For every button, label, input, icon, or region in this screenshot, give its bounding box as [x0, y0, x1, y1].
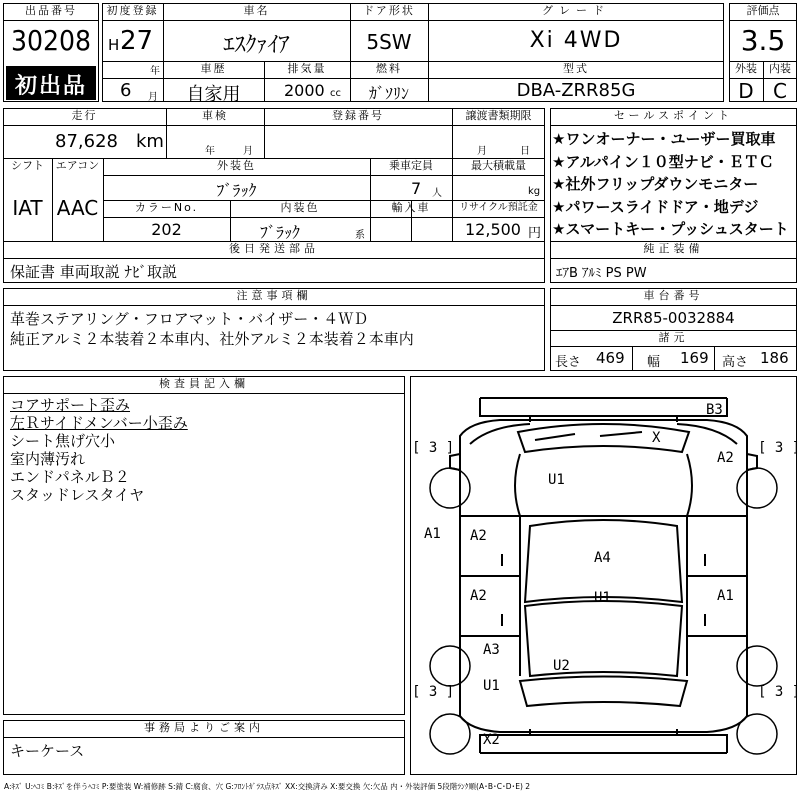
ext-color-value: ﾌﾞﾗｯｸ [216, 181, 257, 200]
score-label: 評価点 [746, 4, 780, 17]
mark-a4-roof: A4 [594, 550, 611, 566]
grade-value: Xi 4WD [529, 28, 623, 53]
tire-mark-rear-left: [ 3 ] [412, 684, 455, 700]
inspection-year-unit: 年 [205, 146, 215, 157]
standard-equipment-value: ｴｱB ｱﾙﾐ PS PW [556, 266, 647, 281]
notes-lines [10, 309, 414, 349]
mark-a1-left-fender: A1 [424, 526, 441, 542]
notes-line: 革巻ステアリング・フロアマット・バイザー・４ＷＤ [10, 310, 369, 328]
transfer-label: 譲渡書類期限 [465, 109, 532, 122]
inspector-label: 検査員記入欄 [159, 377, 249, 390]
shift-value: IAT [12, 196, 43, 220]
displacement-label: 排気量 [287, 62, 327, 75]
chassis-label: 車台番号 [643, 289, 704, 302]
transfer-day-unit: 日 [520, 146, 530, 157]
ext-color-label: 外装色 [217, 159, 256, 172]
type-label: 型式 [563, 62, 589, 75]
sales-point-item: ★パワースライドドア・地デジ [552, 197, 759, 216]
sales-point-item: ★アルパイン１０型ナビ・ＥＴＣ [552, 152, 774, 171]
fuel-label: 燃料 [376, 62, 402, 75]
sales-points-label: セールスポイント [613, 109, 733, 122]
type-code: DBA-ZRR85G [516, 80, 636, 101]
grade-label: グレード [542, 4, 610, 17]
max-load-label: 最大積載量 [471, 159, 526, 172]
transfer-month-unit: 月 [477, 146, 487, 157]
registration-label: 初度登録 [106, 4, 159, 17]
registration-year: 27 [120, 26, 154, 56]
history-value: 自家用 [186, 84, 241, 105]
mark-a2-left-front-door: A2 [470, 528, 487, 544]
height-label: 高さ [722, 355, 749, 370]
sales-point-item: ★ワンオーナー・ユーザー買取車 [552, 130, 776, 148]
dims-label: 諸元 [658, 331, 689, 344]
color-no-value: 202 [151, 220, 182, 239]
inspector-lines [10, 396, 188, 504]
interior-label: 内装 [769, 62, 791, 75]
door-type: 5SW [366, 30, 412, 54]
lot-number: 30208 [10, 24, 92, 57]
sales-points-list [552, 128, 789, 241]
chassis-number: ZRR85-0032884 [612, 309, 735, 327]
car-diagram [410, 376, 797, 775]
inspector-line: エンドパネルＢ２ [10, 468, 130, 486]
lot-label: 出品番号 [25, 4, 77, 17]
int-color-suffix: 系 [355, 230, 365, 241]
office-label: 事務局よりご案内 [144, 721, 264, 734]
mileage-value: 87,628 [55, 131, 118, 152]
exterior-label: 外装 [735, 62, 757, 75]
inspection-label: 車検 [202, 109, 228, 122]
notes-label: 注意事項欄 [236, 289, 312, 302]
capacity-value: 7 [411, 179, 422, 198]
tire-mark-rear-right: [ 3 ] [758, 684, 800, 700]
mark-a2-left-rear-door: A2 [470, 588, 487, 604]
legend-text: A:ｷｽﾞ U:ﾍｺﾐ B:ｷｽﾞを伴うﾍｺﾐ P:要塗装 W:補修跡 S:錆 C:腐食、穴 G:ﾌﾛﾝﾄｶﾞﾗｽ点ｷｽﾞ XX:交換済み X:要交換 欠:欠品 内・外装評価 5段階ﾗﾝｸ順(A･B･C･D･E) 2 [4, 782, 531, 791]
mark-u2-rear: U2 [553, 658, 570, 674]
displacement-unit: cc [330, 88, 341, 99]
width-value: 169 [680, 349, 709, 367]
int-color-value: ﾌﾞﾗｯｸ [260, 223, 301, 242]
model-label: 車名 [243, 4, 270, 17]
height-value: 186 [760, 349, 789, 367]
mileage-label: 走行 [71, 109, 98, 122]
notes-line: 純正アルミ２本装着２本車内、社外アルミ２本装着２本車内 [10, 330, 414, 348]
mark-a3-left-quarter: A3 [483, 642, 500, 658]
door-label: ドア形状 [363, 4, 415, 17]
inspector-line: 室内薄汚れ [10, 450, 86, 468]
month-unit: 月 [148, 92, 158, 103]
inspector-line: コアサポート歪み [10, 396, 131, 414]
interior-grade: C [773, 79, 787, 103]
mark-u1-roof: U1 [594, 590, 611, 606]
score-value: 3.5 [740, 24, 786, 57]
mark-u1-rear-left: U1 [483, 678, 500, 694]
max-load-unit: kg [528, 186, 541, 197]
mark-x: X [652, 430, 661, 446]
sales-point-item: ★社外フリップダウンモニター [552, 175, 759, 193]
inspector-line: 左Ｒサイドメンバー小歪み [10, 414, 188, 432]
displacement-value: 2000 [284, 81, 325, 100]
aircon-label: エアコン [55, 159, 100, 172]
exterior-grade: D [738, 79, 754, 103]
length-value: 469 [596, 349, 625, 367]
inspector-line: スタッドレスタイヤ [10, 486, 145, 504]
reg-number-label: 登録番号 [332, 109, 384, 122]
tire-mark-front-left: [ 3 ] [412, 440, 455, 456]
standard-equipment-label: 純正装備 [643, 242, 704, 255]
office-value: キーケース [10, 742, 85, 760]
mark-u1-hood: U1 [548, 472, 565, 488]
int-color-label: 内装色 [280, 201, 320, 214]
inspection-month-unit: 月 [243, 146, 253, 157]
capacity-unit: 人 [432, 188, 442, 199]
color-no-label: カラーNo. [134, 201, 199, 214]
fuel-value: ｶﾞｿﾘﾝ [368, 84, 409, 103]
length-label: 長さ [555, 355, 582, 370]
mark-b3: B3 [706, 402, 723, 418]
post-parts-label: 後日発送部品 [229, 242, 319, 255]
inspector-line: シート焦げ穴小 [10, 432, 116, 450]
recycle-value: 12,500 [465, 220, 521, 239]
tire-mark-front-right: [ 3 ] [758, 440, 800, 456]
recycle-unit: 円 [528, 226, 542, 241]
mileage-unit: km [136, 131, 164, 152]
import-label: 輸入車 [391, 201, 431, 214]
first-listing-text: 初出品 [14, 74, 87, 99]
registration-month: 6 [120, 80, 132, 101]
aircon-value: AAC [56, 196, 99, 220]
era-letter: H [108, 36, 120, 54]
width-label: 幅 [647, 355, 661, 370]
mark-a2-front-right: A2 [717, 450, 734, 466]
year-unit: 年 [150, 66, 160, 77]
recycle-label: リサイクル預託金 [459, 202, 538, 213]
mark-x2-rear-bumper: X2 [483, 732, 500, 748]
capacity-label: 乗車定員 [389, 159, 433, 172]
post-parts-value: 保証書 車両取説 ﾅﾋﾞ取説 [10, 263, 178, 281]
model-name: ｴｽｸｧｲｱ [223, 33, 290, 58]
history-label: 車歴 [200, 62, 227, 75]
sales-point-item: ★スマートキー・プッシュスタート [552, 220, 789, 238]
shift-label: シフト [11, 159, 44, 172]
mark-a1-right-rear: A1 [717, 588, 734, 604]
